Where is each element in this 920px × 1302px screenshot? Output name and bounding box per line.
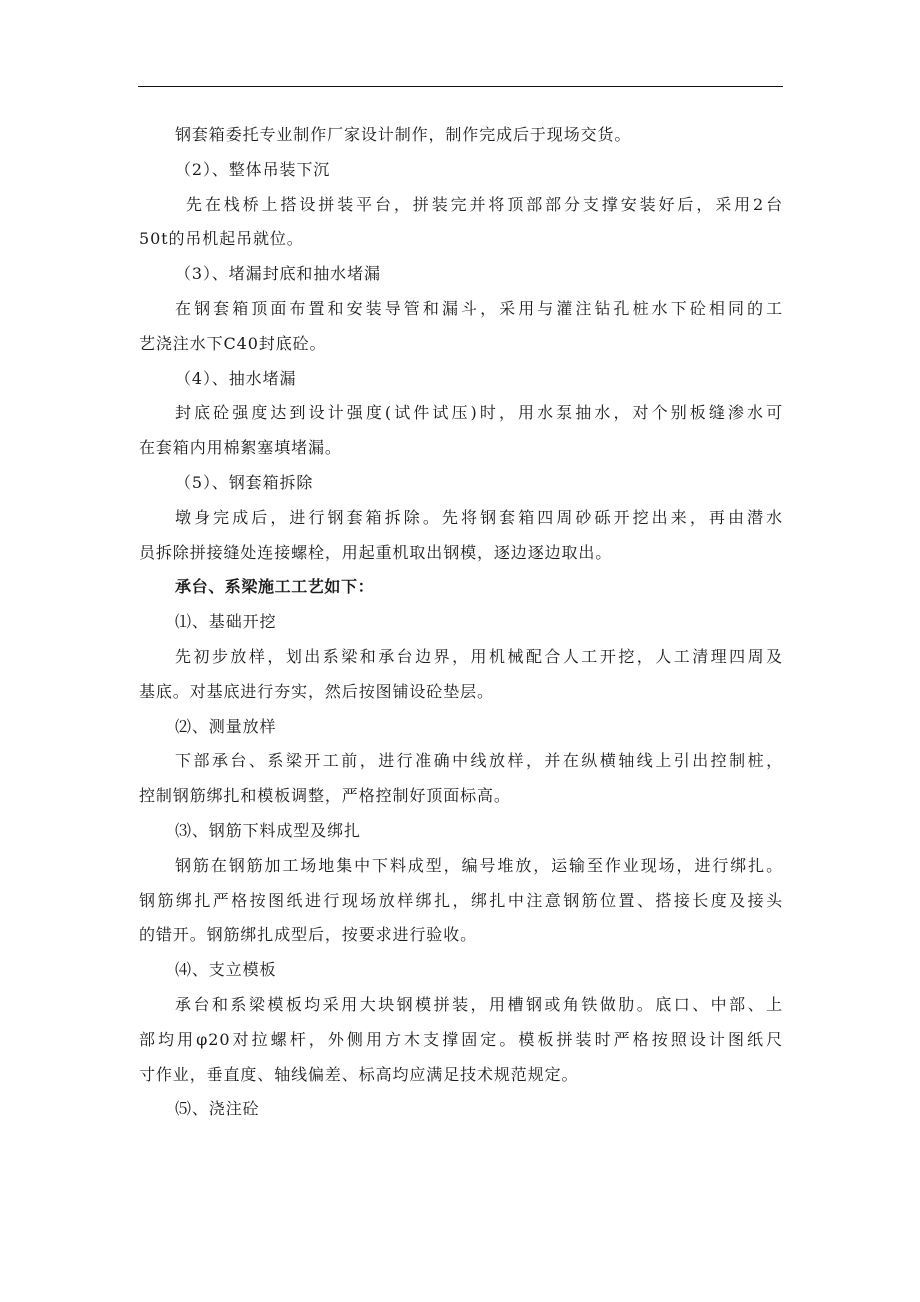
paragraph-line: 钢筋绑扎严格按图纸进行现场放样绑扎，绑扎中注意钢筋位置、搭接长度及接头: [139, 890, 783, 910]
paragraph-line: 寸作业，垂直度、轴线偏差、标高均应满足技术规范规定。: [139, 1064, 579, 1084]
step-heading-3: ⑶、钢筋下料成型及绑扎: [175, 820, 361, 840]
paragraph-line: 先初步放样，划出系梁和承台边界，用机械配合人工开挖，人工清理四周及: [175, 646, 783, 666]
paragraph-line: 在钢套箱顶面布置和安装导管和漏斗，采用与灌注钻孔桩水下砼相同的工: [175, 298, 783, 318]
paragraph-line: 控制钢筋绑扎和模板调整，严格控制好顶面标高。: [139, 786, 511, 806]
paragraph-line: 部均用φ20对拉螺杆，外侧用方木支撑固定。模板拼装时严格按照设计图纸尺: [139, 1029, 783, 1049]
paragraph-line: 先在栈桥上搭设拼装平台，拼装完并将顶部部分支撑安装好后，采用2台: [186, 194, 783, 214]
paragraph-line: 承台和系梁模板均采用大块钢模拼装，用槽钢或角铁做肋。底口、中部、上: [175, 994, 783, 1014]
paragraph-line: 钢套箱委托专业制作厂家设计制作，制作完成后于现场交货。: [175, 125, 632, 144]
section-heading-3: （3）、堵漏封底和抽水堵漏: [175, 264, 381, 284]
section-heading-2: （2）、整体吊装下沉: [175, 159, 331, 179]
section-heading-5: （5）、钢套箱拆除: [175, 472, 314, 492]
paragraph-line: 下部承台、系梁开工前，进行准确中线放样，并在纵横轴线上引出控制桩，: [175, 751, 783, 771]
step-heading-5: ⑸、浇注砼: [175, 1099, 260, 1119]
paragraph-line: 艺浇注水下C40封底砼。: [139, 333, 327, 353]
paragraph-line: 钢筋在钢筋加工场地集中下料成型，编号堆放，运输至作业现场，进行绑扎。: [175, 855, 783, 875]
paragraph-line: 封底砼强度达到设计强度(试件试压)时，用水泵抽水，对个别板缝渗水可: [175, 403, 783, 423]
document-body: [139, 118, 783, 1127]
paragraph-line: 员拆除拼接缝处连接螺栓，用起重机取出钢模，逐边逐边取出。: [139, 542, 613, 562]
paragraph-line: 在套箱内用棉絮塞填堵漏。: [139, 438, 342, 458]
section-heading-4: （4）、抽水堵漏: [175, 368, 297, 388]
step-heading-1: ⑴、基础开挖: [175, 612, 277, 632]
subsection-title: 承台、系梁施工工艺如下：: [175, 577, 375, 597]
paragraph-line: 50t的吊机起吊就位。: [139, 229, 304, 249]
paragraph-line: 基底。对基底进行夯实，然后按图铺设砼垫层。: [139, 681, 494, 701]
paragraph-line: 墩身完成后，进行钢套箱拆除。先将钢套箱四周砂砾开挖出来，再由潜水: [175, 507, 783, 527]
step-heading-4: ⑷、支立模板: [175, 960, 277, 980]
paragraph-line: 的错开。钢筋绑扎成型后，按要求进行验收。: [139, 925, 478, 945]
header-rule: [138, 86, 783, 87]
step-heading-2: ⑵、测量放样: [175, 716, 277, 736]
